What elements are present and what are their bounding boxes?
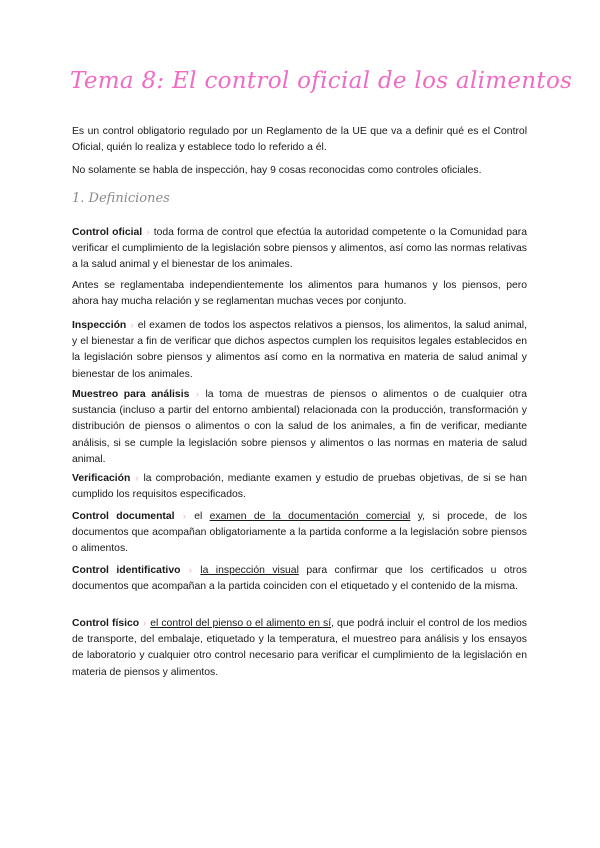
arrow-icon: › (135, 473, 139, 483)
definition-text: el examen de todos los aspectos relativos a piensos, los alimentos, la salud animal, y el bienestar a fin de verificar que dichos aspectos cumplen los requisitos legales establecidos en la legislación sobre piensos y alimentos así como en la normativa en materia de salud animal y bienestar de los animales. (72, 320, 528, 380)
definition-term: Control oficial (72, 227, 143, 238)
definition-term: Control identificativo (72, 565, 181, 576)
definition-control-identificativo (72, 562, 527, 595)
definition-verificacion (72, 470, 527, 503)
definition-highlight: examen de la documentación comercial (209, 511, 411, 522)
definition-inspeccion (72, 317, 527, 383)
document-title: Tema 8: El control oficial de los alimentos (70, 68, 573, 94)
section-title: 1. Definiciones (72, 191, 170, 206)
definition-term: Muestreo para análisis (72, 389, 190, 400)
definition-text: toda forma de control que efectúa la autoridad competente o la Comunidad para verificar el cumplimiento de la legislación sobre piensos y alimentos, así como las normas relativas a la salud animal y el bienestar de los animales. (72, 227, 528, 271)
intro-paragraph-2: No solamente se habla de inspección, hay 9 cosas reconocidas como controles oficiales. (72, 165, 482, 176)
definition-term: Verificación (72, 473, 131, 484)
definition-text: la comprobación, mediante examen y estudio de pruebas objetivas, de si se han cumplido los requisitos especificados. (72, 473, 527, 501)
arrow-icon: › (143, 618, 147, 628)
definition-highlight: el control del pienso o el alimento en sí (150, 618, 332, 629)
definition-term: Inspección (72, 320, 127, 331)
definition-text: y, si procede, de los documentos que acompañan obligatoriamente a la partida conforme a la legislación sobre piensos o alimentos. (72, 511, 528, 555)
note-paragraph: Antes se reglamentaba independientemente los alimentos para humanos y los piensos, pero ahora hay mucha relación y se reglamentan muchas veces por conjunto. (72, 280, 527, 308)
definition-control-documental (72, 508, 527, 558)
arrow-icon: › (195, 389, 199, 399)
definition-highlight: la inspección visual (200, 565, 299, 576)
definition-text: para confirmar que los certificados u otros documentos que acompañan a la partida coinciden con el etiquetado y el contenido de la misma. (72, 565, 527, 593)
definition-term: Control físico (72, 618, 140, 629)
definition-term: Control documental (72, 511, 175, 522)
arrow-icon: › (130, 320, 134, 330)
definition-control-fisico (72, 615, 527, 681)
definition-text-pre: el (194, 511, 203, 522)
definition-text: la toma de muestras de piensos o alimentos o de cualquier otra sustancia (incluso a partir del entorno ambiental) relacionada con la producción, transformación y distribución de piensos o alimentos o con la salud de los animales, a fin de verificar, mediante análisis, si se cumple la legislación sobre piensos y alimentos o las normas en materia de salud animal. (72, 389, 528, 465)
intro-paragraph-1: Es un control obligatorio regulado por un Reglamento de la UE que va a definir qué es el Control Oficial, quién lo realiza y establece todo lo referido a él. (72, 126, 527, 154)
arrow-icon: › (188, 565, 192, 575)
definition-control-oficial (72, 224, 527, 274)
definition-muestreo (72, 386, 527, 468)
arrow-icon: › (146, 227, 150, 237)
definition-text: , que podrá incluir el control de los medios de transporte, del embalaje, etiquetado y la temperatura, el muestreo para análisis y los ensayos de laboratorio y cualquier otro control necesario para verificar el cumplimiento de la legislación en materia de piensos y alimentos. (72, 618, 527, 678)
arrow-icon: › (182, 511, 186, 521)
